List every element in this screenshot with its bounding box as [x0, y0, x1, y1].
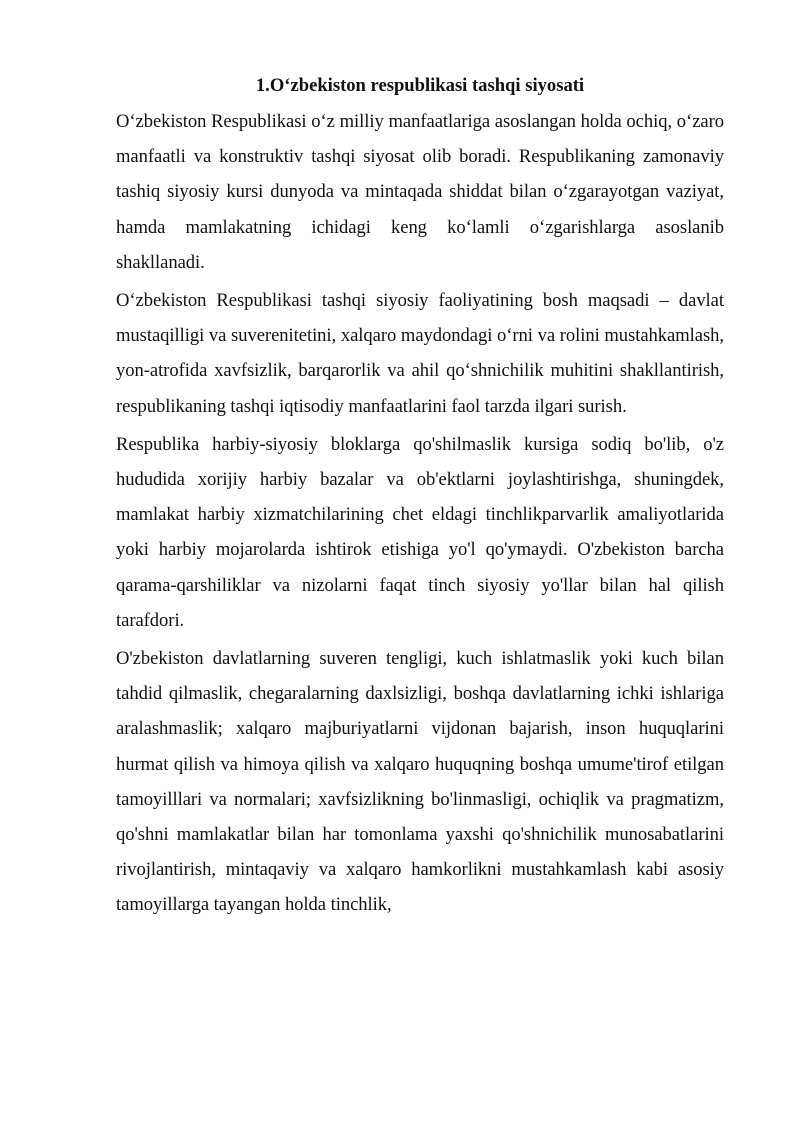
page-title: 1.O‘zbekiston respublikasi tashqi siyosati — [255, 75, 585, 96]
paragraph-2: O‘zbekiston Respublikasi tashqi siyosiy faoliyatining bosh maqsadi – davlat mustaqilligi va suverenitetini, xalqaro maydondagi o‘rni va rolini mustahkamlash, yon-atrofida xavfsizlik, barqarorlik va ahil qo‘shnichilik muhitini shakllantirish, respublikaning tashqi iqtisodiy manfaatlarini faol tarzda ilgari surish. — [116, 290, 724, 417]
document-page — [116, 72, 724, 926]
paragraph-3: Respublika harbiy-siyosiy bloklarga qo'shilmaslik kursiga sodiq bo'lib, o'z hududida xorijiy harbiy bazalar va ob'ektlarni joylashtirishga, shuningdek, mamlakat harbiy xizmatchilarining chet eldagi tinchlikparvarlik amaliyotlarida yoki harbiy mojarolarda ishtirok etishiga yo'l qo'ymaydi. O'zbekiston barcha qarama-qarshiliklar va nizolarni faqat tinch siyosiy yo'llar bilan hal qilish tarafdori. — [116, 433, 724, 631]
paragraph-4: O'zbekiston davlatlarning suveren tengligi, kuch ishlatmaslik yoki kuch bilan tahdid qilmaslik, chegaralarning daxlsizligi, boshqa davlatlarning ichki ishlariga aralashmaslik; xalqaro majburiyatlarni vijdonan bajarish, inson huquqlarini hurmat qilish va himoya qilish va xalqaro huquqning boshqa umume'tirof etilgan tamoyilllari va normalari; xavfsizlikning bo'linmasligi, ochiqlik va pragmatizm, qo'shni mamlakatlar bilan har tomonlama yaxshi qo'shnichilik munosabatlarini rivojlantirish, mintaqaviy va xalqaro hamkorlikni mustahkamlash kabi asosiy tamoyillarga tayangan holda tinchlik, — [116, 648, 724, 916]
paragraph-1: O‘zbekiston Respublikasi o‘z milliy manfaatlariga asoslangan holda ochiq, o‘zaro manfaatli va konstruktiv tashqi siyosat olib boradi. Respublikaning zamonaviy tashiq siyosiy kursi dunyoda va mintaqada shiddat bilan o‘zgarayotgan vaziyat, hamda mamlakatning ichidagi keng ko‘lamli o‘zgarishlarga asoslanib shakllanadi. — [116, 111, 724, 273]
